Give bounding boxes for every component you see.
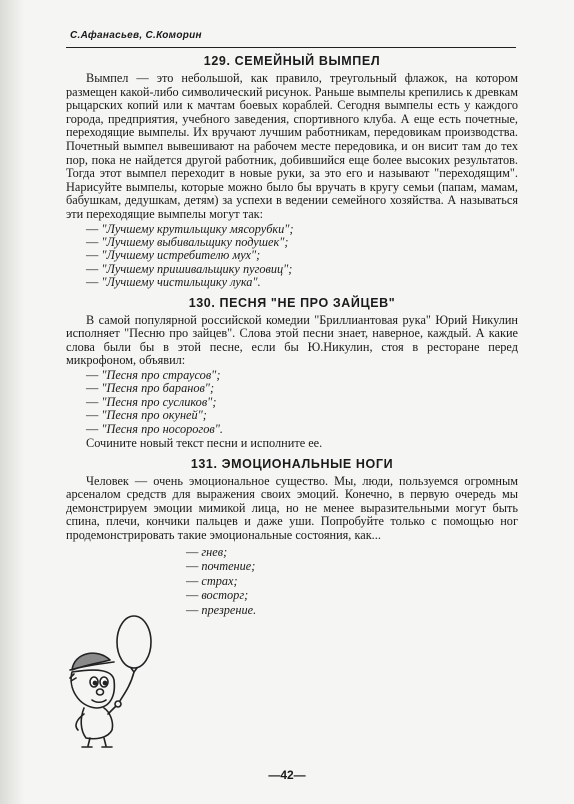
- section-body: Вымпел — это небольшой, как правило, треугольный флажок, на котором размещен какой-либо символический рисунок. Раньше вымпелы крепились к древкам рыцарских копий или к мачтам боевых кораблей. Сегодня вымпелы есть у каждого города, предприятия, учебного заведения, спортивного клуба. А еще есть почетные, переходящие вымпелы. Их вручают лучшим работникам, передовикам производства. Почетный вымпел вывешивают на рабочем месте передовика, и он висит там до тех пор, пока не найдется другой работник, добившийся еще более высоких результатов. Тогда этот вымпел переходит в новые руки, за это его и называют "переходящим". Нарисуйте вымпелы, которые можно было бы вручать в кругу семьи (папам, мамам, бабушкам, дедушкам, детям) за успехи в ведении семейного хозяйства. А называться эти переходящие вымпелы могут так:: [66, 71, 518, 221]
- section-129: [66, 54, 518, 290]
- section-closing: Сочините новый текст песни и исполните ее.: [86, 435, 323, 450]
- list-item: — "Лучшему истребителю мух";: [86, 248, 261, 263]
- section-130: [66, 296, 518, 451]
- list-item: — "Песня про баранов";: [86, 381, 215, 396]
- list-item: — восторг;: [186, 588, 249, 603]
- list-item: — "Лучшему выбивальщику подушек";: [86, 234, 289, 249]
- list-item: — "Песня про сусликов";: [86, 394, 217, 409]
- list-item: — "Лучшему пришивальщику пуговиц";: [86, 261, 293, 276]
- list-item: — "Песня про носорогов".: [86, 421, 223, 436]
- emotion-list: [186, 545, 518, 618]
- list-item: — "Лучшему крутильщику мясорубки";: [86, 221, 294, 236]
- list-item: — "Песня про окуней";: [86, 408, 207, 423]
- page-edge-shadow: [0, 0, 24, 804]
- cartoon-child-with-balloon-illustration: [58, 612, 168, 752]
- section-title: 129. СЕМЕЙНЫЙ ВЫМПЕЛ: [203, 54, 381, 68]
- running-header-authors: С.Афанасьев, С.Коморин: [70, 30, 202, 41]
- list-item: — "Песня про страусов";: [86, 367, 221, 382]
- section-body: Человек — очень эмоциональное существо. Мы, люди, пользуемся огромным арсеналом средств для выражения своих эмоций. Конечно, в первую очередь мы демонстрируем эмоции мимикой лица, но не менее выразительными могут быть спина, плечи, кончики пальцев и даже уши. Попробуйте только с помощью ног продемонстрировать такие эмоциональные состояния, как...: [66, 473, 518, 542]
- section-title: 130. ПЕСНЯ "НЕ ПРО ЗАЙЦЕВ": [188, 295, 396, 310]
- section-131: [66, 457, 518, 617]
- page-content: [66, 48, 518, 617]
- list-item: — страх;: [186, 573, 238, 588]
- list-item: — "Лучшему чистильщику лука".: [86, 275, 261, 290]
- list-item: — почтение;: [186, 559, 256, 574]
- song-title-list: [66, 369, 518, 436]
- section-body: В самой популярной российской комедии "Бриллиантовая рука" Юрий Никулин исполняет "Песню про зайцев". Слова этой песни знает, наверное, каждый. А какие слова были бы в этой песне, если бы Ю.Никулин, стоя в ресторане перед микрофоном, объявил:: [66, 312, 518, 368]
- list-item: — гнев;: [186, 544, 228, 559]
- list-item: — презрение.: [186, 602, 257, 617]
- section-title: 131. ЭМОЦИОНАЛЬНЫЕ НОГИ: [190, 456, 394, 471]
- pennant-name-list: [66, 223, 518, 290]
- page-number: —42—: [268, 768, 306, 782]
